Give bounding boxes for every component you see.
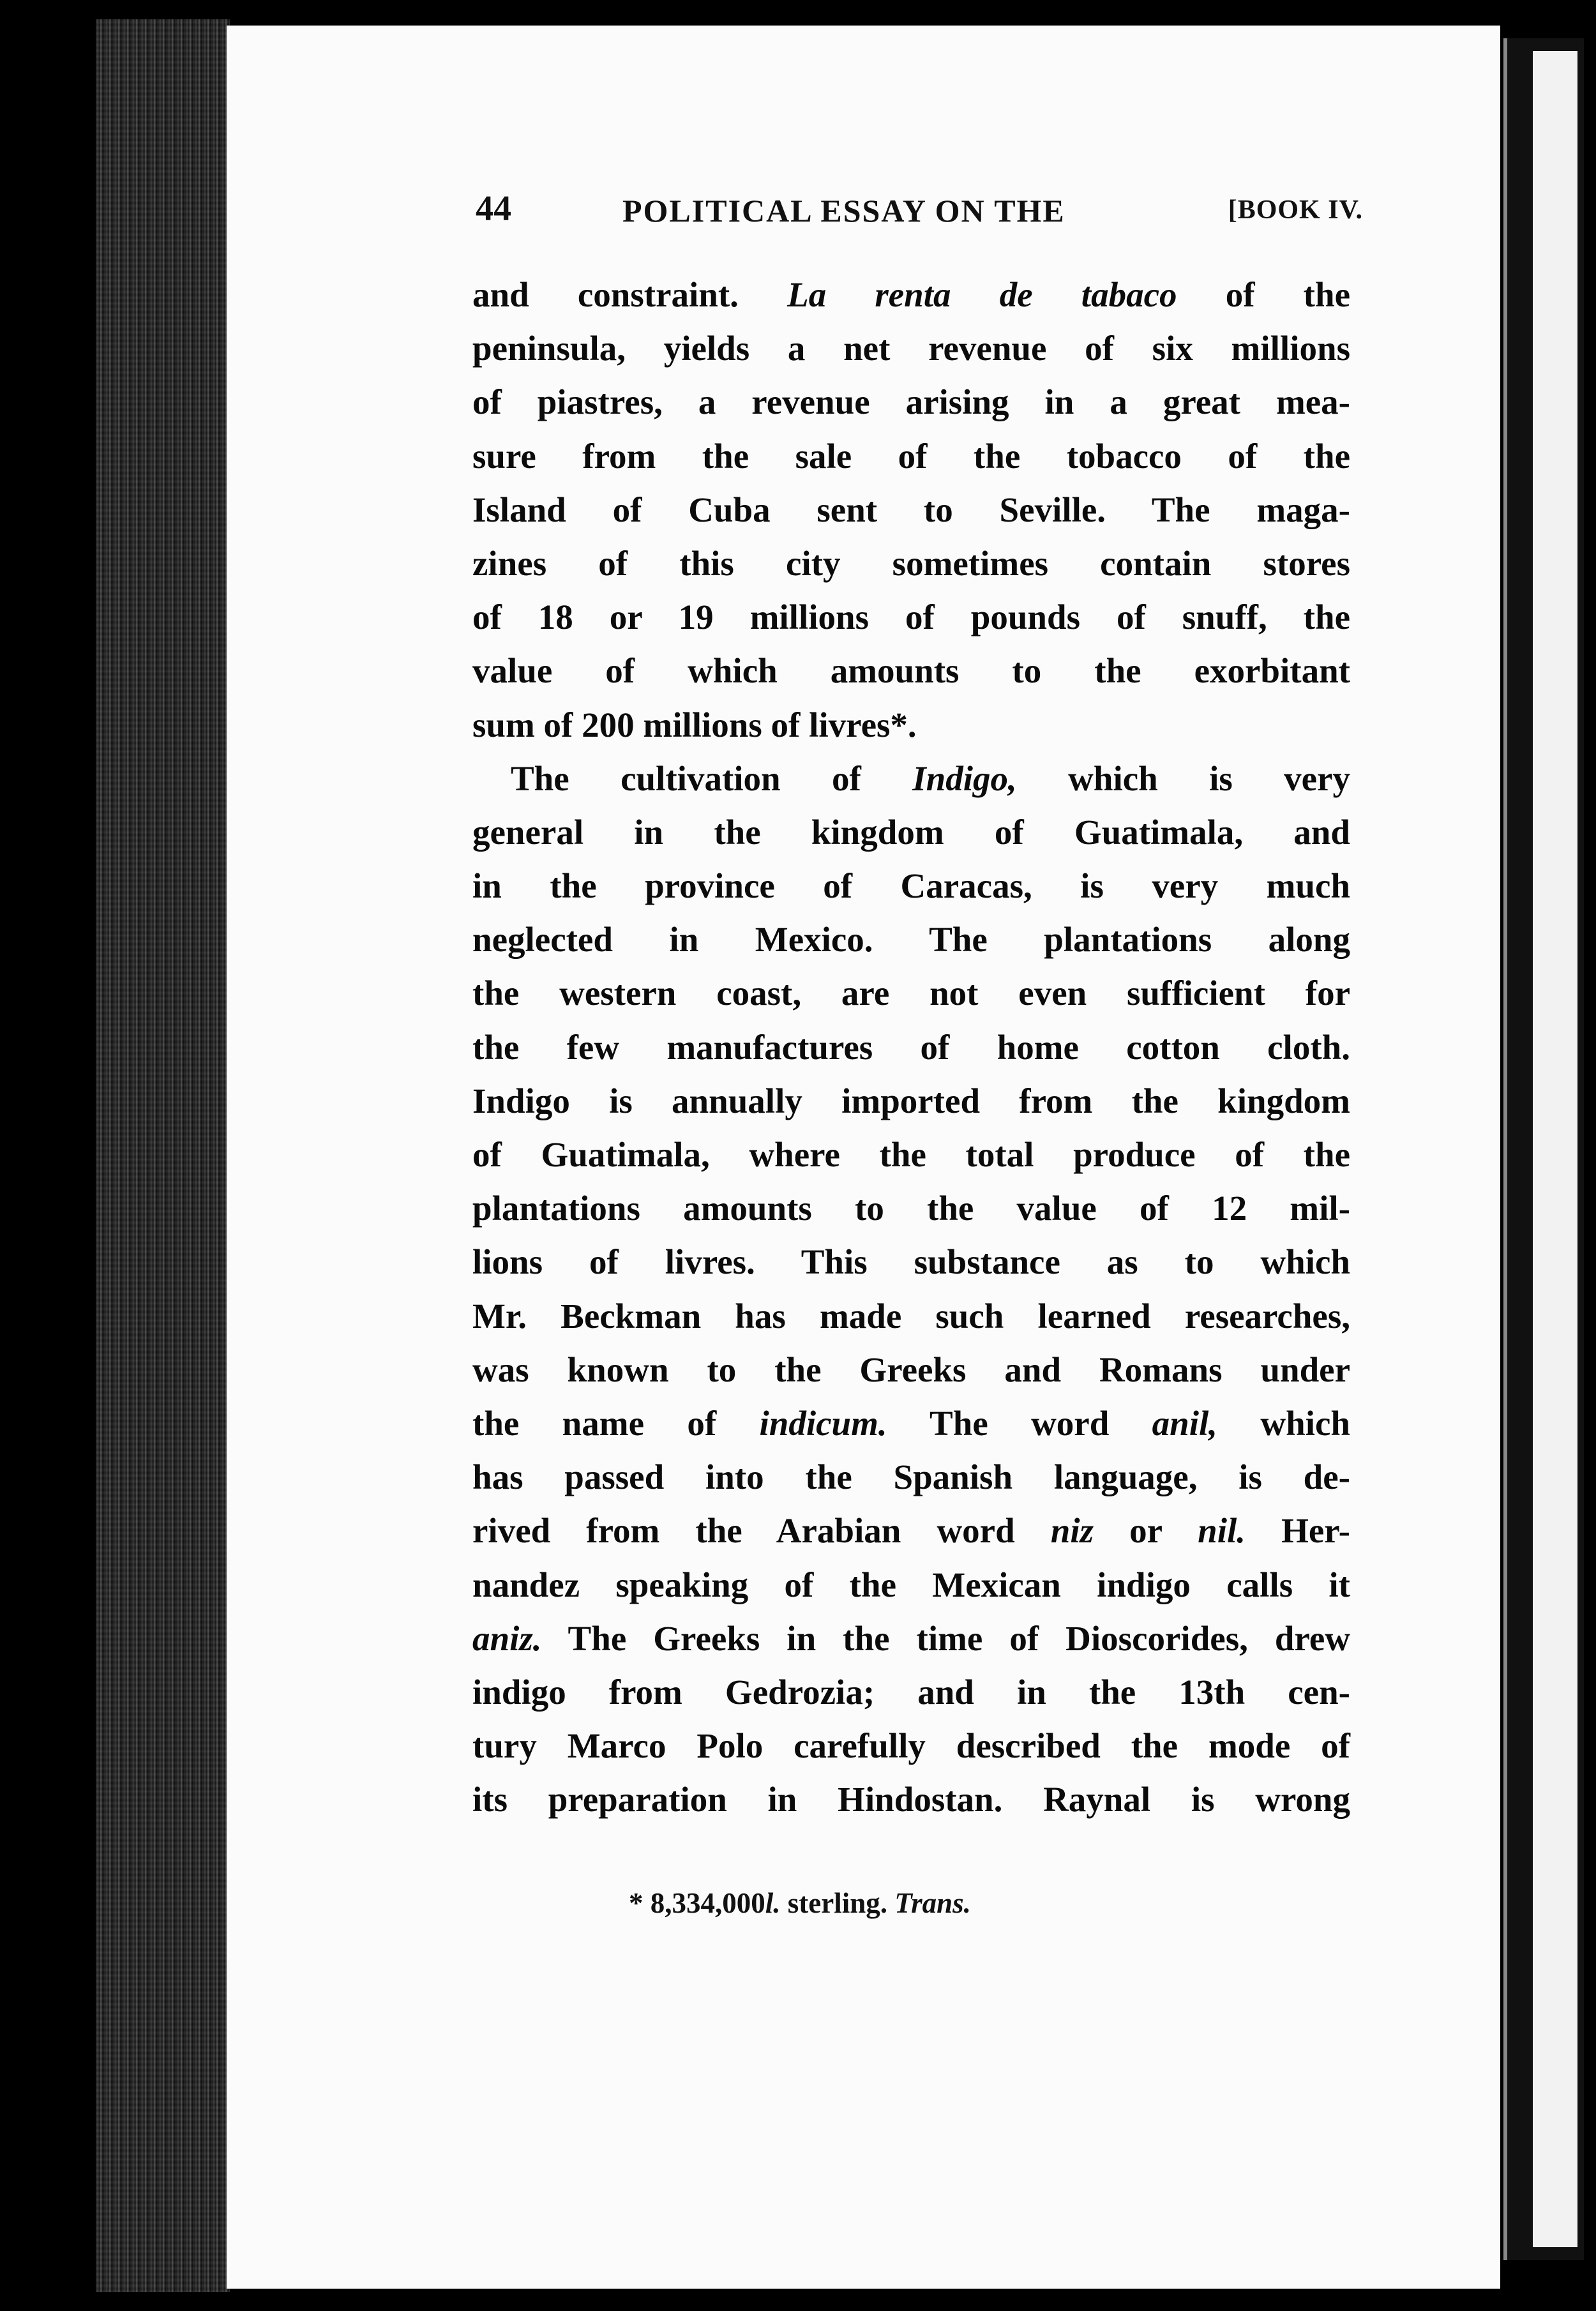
text-line: was known to the Greeks and Romans under — [472, 1350, 1350, 1389]
text-line: the western coast, are not even sufficient for — [472, 974, 1350, 1013]
text-line: lions of livres. This substance as to which — [472, 1242, 1350, 1282]
text-line: Island of Cuba sent to Seville. The maga- — [472, 490, 1350, 529]
book-spine — [96, 19, 230, 2292]
text-line: in the province of Caracas, is very much — [472, 866, 1350, 906]
text-line: the name of indicum. The word anil, which — [472, 1403, 1350, 1443]
text-line: Indigo is annually imported from the kingdom — [472, 1081, 1350, 1120]
text-line: of piastres, a revenue arising in a great mea- — [472, 382, 1350, 422]
facing-page-edge — [1503, 38, 1584, 2260]
text-line: general in the kingdom of Guatimala, and — [472, 812, 1350, 852]
page-number: 44 — [476, 189, 511, 229]
text-line: has passed into the Spanish language, is de- — [472, 1457, 1350, 1497]
text-line: The cultivation of Indigo, which is very — [511, 758, 1350, 798]
text-line: nandez speaking of the Mexican indigo calls it — [472, 1565, 1350, 1604]
text-line: peninsula, yields a net revenue of six millions — [472, 329, 1350, 368]
text-line: plantations amounts to the value of 12 mil- — [472, 1189, 1350, 1228]
text-line: of Guatimala, where the total produce of the — [472, 1135, 1350, 1174]
text-line: neglected in Mexico. The plantations along — [472, 920, 1350, 960]
text-line: and constraint. La renta de tabaco of the — [472, 275, 1350, 314]
text-line: rived from the Arabian word niz or nil. Her- — [472, 1511, 1350, 1551]
running-title: POLITICAL ESSAY ON THE — [622, 193, 1065, 229]
text-line: its preparation in Hindostan. Raynal is wrong — [472, 1780, 1350, 1819]
text-line: zines of this city sometimes contain stores — [472, 543, 1350, 583]
body-text — [472, 268, 1350, 1826]
book-reference: [BOOK IV. — [1228, 195, 1363, 225]
text-line: the few manufactures of home cotton cloth. — [472, 1027, 1350, 1067]
text-line: of 18 or 19 millions of pounds of snuff, the — [472, 598, 1350, 637]
text-line: sure from the sale of the tobacco of the — [472, 436, 1350, 476]
text-line: indigo from Gedrozia; and in the 13th cen- — [472, 1672, 1350, 1712]
text-line: value of which amounts to the exorbitant — [472, 651, 1350, 691]
text-line: aniz. The Greeks in the time of Dioscorides, drew — [472, 1618, 1350, 1658]
text-line: tury Marco Polo carefully described the mode of — [472, 1726, 1350, 1766]
text-line: Mr. Beckman has made such learned researches, — [472, 1296, 1350, 1336]
footnote: * 8,334,000l. sterling. Trans. — [629, 1887, 971, 1919]
running-head — [476, 188, 1363, 246]
text-line: sum of 200 millions of livres*. — [472, 705, 917, 744]
